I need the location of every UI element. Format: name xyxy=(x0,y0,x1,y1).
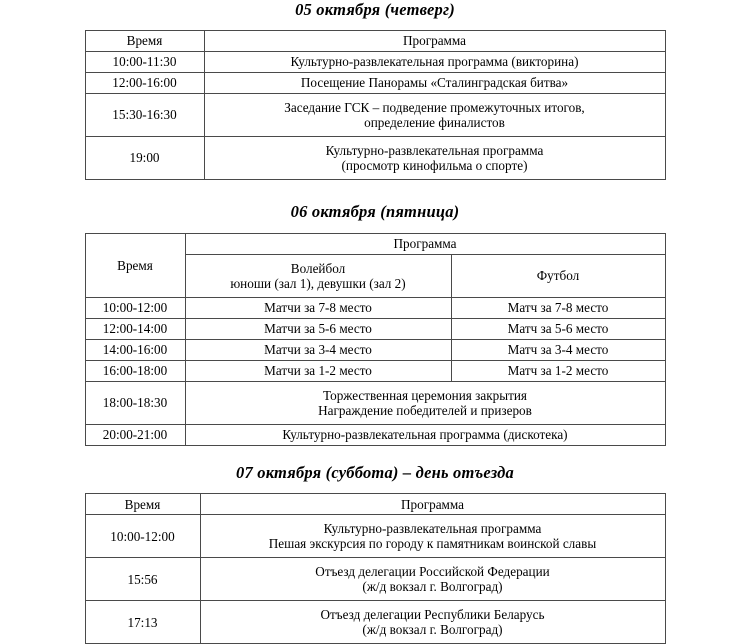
program-line: Заседание ГСК – подведение промежуточных итогов, xyxy=(284,99,585,115)
day-title-07-october: 07 октября (суббота) – день отъезда xyxy=(236,463,514,483)
cell-time: 12:00-14:00 xyxy=(85,319,185,340)
cell-program xyxy=(204,52,665,73)
cell-football: Матч за 1-2 место xyxy=(451,361,665,382)
cell-time: 15:56 xyxy=(85,558,200,601)
column-header-football: Футбол xyxy=(451,255,665,298)
table-row xyxy=(85,319,665,340)
column-header-program: Программа xyxy=(200,494,665,515)
cell-volleyball: Матчи за 5-6 место xyxy=(185,319,451,340)
column-header-time: Время xyxy=(85,494,200,515)
cell-football: Матч за 5-6 место xyxy=(451,319,665,340)
table-row-merged xyxy=(85,382,665,425)
cell-program xyxy=(200,558,665,601)
column-header-time: Время xyxy=(85,234,185,298)
cell-time: 12:00-16:00 xyxy=(85,73,204,94)
column-header-time: Время xyxy=(85,31,204,52)
table-row xyxy=(85,73,665,94)
cell-program: Культурно-развлекательная программа (дискотека) xyxy=(185,425,665,446)
schedule-table-07-october xyxy=(85,493,666,644)
program-line: Награждение победителей и призеров xyxy=(318,403,532,419)
program-line: Отъезд делегации Республики Беларусь xyxy=(320,606,545,622)
cell-time: 10:00-12:00 xyxy=(85,298,185,319)
cell-time: 20:00-21:00 xyxy=(85,425,185,446)
table-row-merged xyxy=(85,425,665,446)
schedule-table-05-october xyxy=(85,30,666,180)
cell-program xyxy=(200,601,665,644)
program-line: Торжественная церемония закрытия xyxy=(323,387,527,403)
program-line: определение финалистов xyxy=(364,115,505,131)
program-line: Отъезд делегации Российской Федерации xyxy=(315,563,550,579)
table-header-row-top xyxy=(85,234,665,255)
cell-time: 15:30-16:30 xyxy=(85,94,204,137)
table-row xyxy=(85,298,665,319)
table-header-row xyxy=(85,31,665,52)
program-line: Посещение Панорамы «Сталинградская битва» xyxy=(300,75,569,91)
table-row xyxy=(85,137,665,180)
cell-time: 10:00-12:00 xyxy=(85,515,200,558)
program-line: Пешая экскурсия по городу к памятникам воинской славы xyxy=(268,536,597,552)
cell-volleyball: Матчи за 3-4 место xyxy=(185,340,451,361)
program-line: (ж/д вокзал г. Волгоград) xyxy=(362,622,503,638)
program-line: Культурно-развлекательная программа xyxy=(325,142,544,158)
column-header-volleyball xyxy=(185,255,451,298)
program-line: (просмотр кинофильма о спорте) xyxy=(341,158,528,174)
schedule-table-06-october xyxy=(85,233,666,446)
cell-time: 16:00-18:00 xyxy=(85,361,185,382)
cell-time: 18:00-18:30 xyxy=(85,382,185,425)
day-title-06-october: 06 октября (пятница) xyxy=(290,202,460,222)
column-header-program: Программа xyxy=(204,31,665,52)
program-line: Культурно-развлекательная программа (викторина) xyxy=(290,54,579,70)
cell-program xyxy=(185,382,665,425)
program-line: Культурно-развлекательная программа xyxy=(323,520,542,536)
cell-program xyxy=(204,94,665,137)
program-line: (ж/д вокзал г. Волгоград) xyxy=(362,579,503,595)
volleyball-sublabel: юноши (зал 1), девушки (зал 2) xyxy=(230,276,406,292)
cell-time: 14:00-16:00 xyxy=(85,340,185,361)
cell-time: 10:00-11:30 xyxy=(85,52,204,73)
volleyball-label: Волейбол xyxy=(290,260,346,276)
table-row xyxy=(85,94,665,137)
table-row xyxy=(85,558,665,601)
table-row xyxy=(85,340,665,361)
cell-football: Матч за 7-8 место xyxy=(451,298,665,319)
table-row xyxy=(85,515,665,558)
table-row xyxy=(85,601,665,644)
cell-volleyball: Матчи за 1-2 место xyxy=(185,361,451,382)
cell-program xyxy=(204,137,665,180)
table-row xyxy=(85,361,665,382)
table-header-row xyxy=(85,494,665,515)
table-row xyxy=(85,52,665,73)
cell-program xyxy=(200,515,665,558)
cell-football: Матч за 3-4 место xyxy=(451,340,665,361)
column-header-program: Программа xyxy=(185,234,665,255)
cell-program xyxy=(204,73,665,94)
cell-time: 19:00 xyxy=(85,137,204,180)
day-title-05-october: 05 октября (четверг) xyxy=(295,0,455,19)
cell-time: 17:13 xyxy=(85,601,200,644)
cell-volleyball: Матчи за 7-8 место xyxy=(185,298,451,319)
